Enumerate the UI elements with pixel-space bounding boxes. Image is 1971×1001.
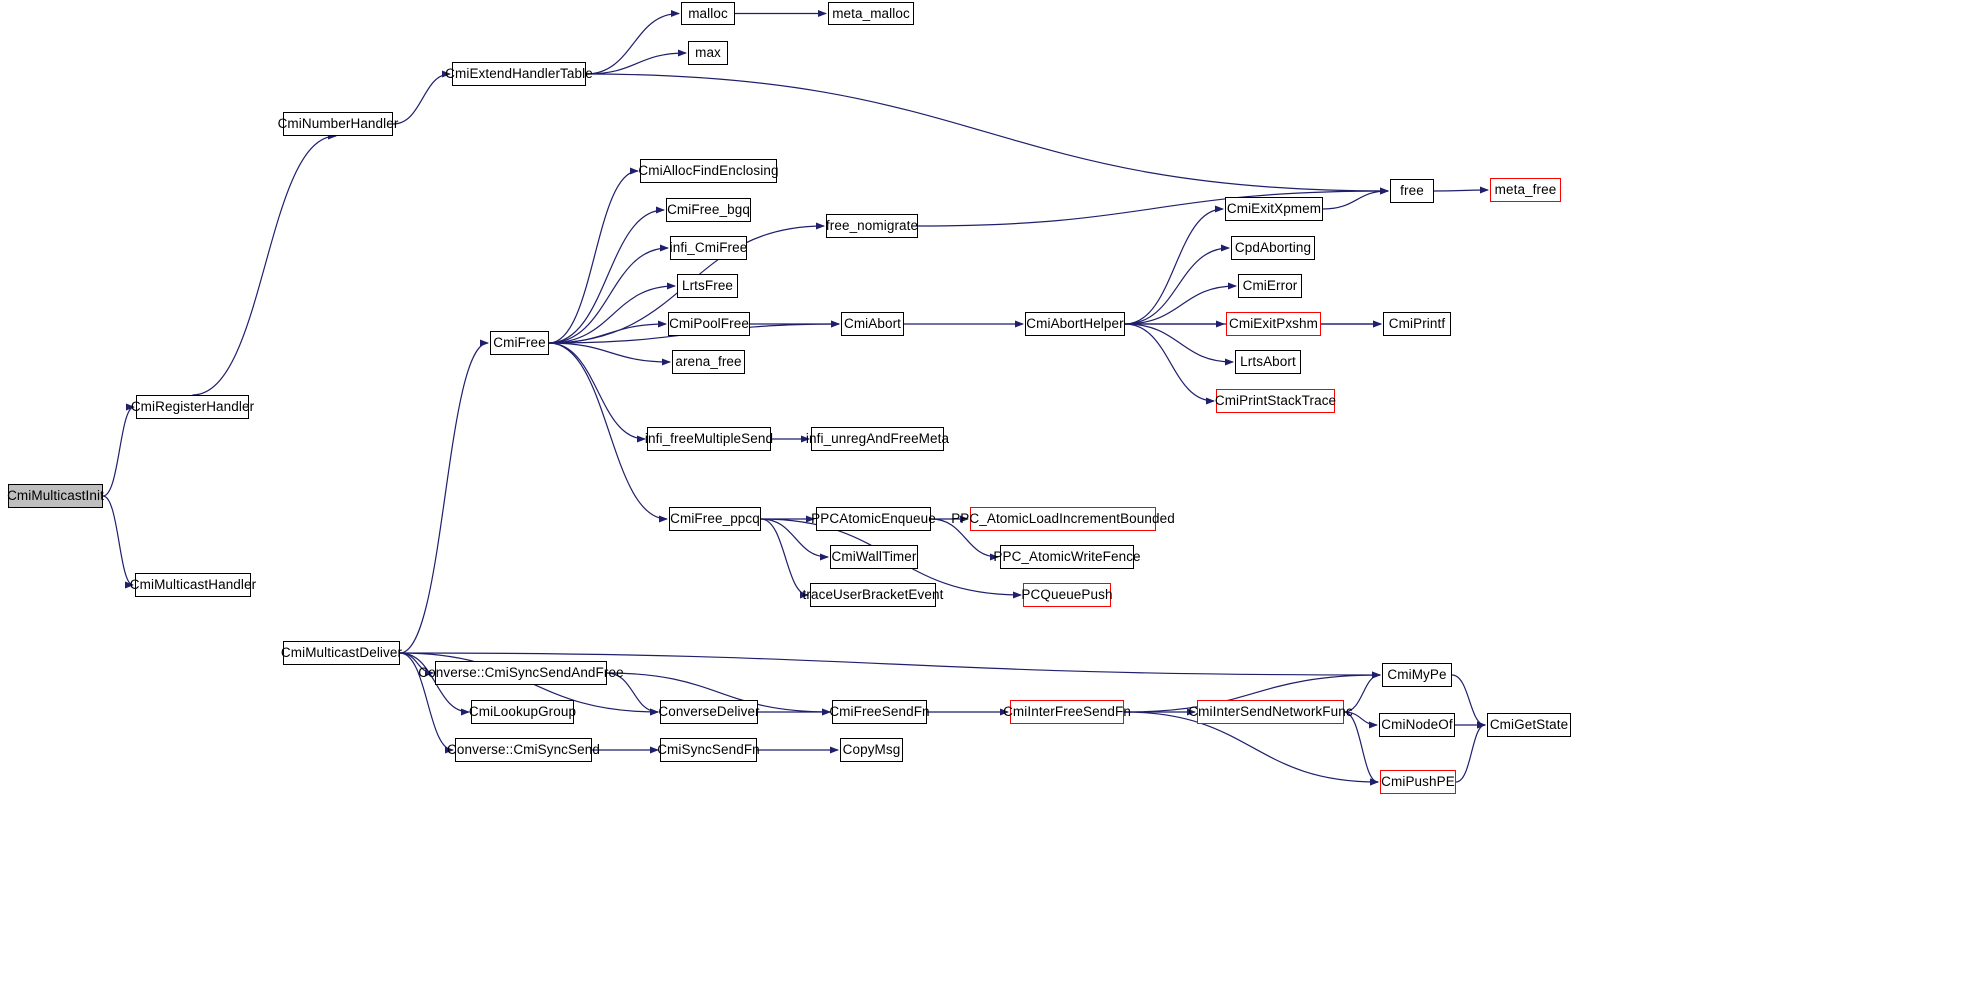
graph-node-label: PPC_AtomicLoadIncrementBounded [951, 511, 1175, 527]
graph-edge [1323, 191, 1388, 209]
graph-node-label: LrtsFree [681, 278, 734, 294]
graph-node-label: Converse::CmiSyncSendAndFree [418, 665, 624, 681]
graph-node-cmiwalltimer[interactable] [830, 545, 918, 569]
graph-node-label: infi_CmiFree [669, 240, 748, 256]
graph-node-cmimulticastinit[interactable] [8, 484, 103, 508]
graph-node-label: CmiWallTimer [831, 549, 917, 565]
graph-node-label: Converse::CmiSyncSend [447, 742, 600, 758]
graph-node-cmipushpe[interactable] [1380, 770, 1456, 794]
graph-node-label: CmiMulticastInit [7, 488, 104, 504]
graph-node-label: CmiInterSendNetworkFunc [1188, 704, 1353, 720]
graph-node-label: CmiGetState [1489, 717, 1569, 733]
graph-node-label: CmiLookupGroup [468, 704, 577, 720]
graph-node-label: CmiExitXpmem [1226, 201, 1322, 217]
graph-node-label: malloc [688, 5, 728, 21]
graph-node-copymsg[interactable] [840, 738, 903, 762]
graph-node-free[interactable] [1390, 179, 1434, 203]
graph-node-label: CopyMsg [842, 742, 901, 758]
graph-node-meta-free[interactable] [1490, 178, 1561, 202]
graph-node-label: PCQueuePush [1021, 587, 1113, 603]
graph-node-ppc-atomicwritefence[interactable] [993, 545, 1141, 569]
graph-node-label: infi_unregAndFreeMeta [805, 431, 950, 447]
graph-node-max[interactable] [688, 41, 728, 65]
graph-node-label: CmiMulticastDeliver [280, 645, 403, 661]
graph-node-label: CmiPushPE [1381, 774, 1455, 790]
graph-node-cmifree-bgq[interactable] [666, 198, 751, 222]
graph-node-label: free_nomigrate [825, 218, 919, 234]
graph-edge [549, 343, 645, 439]
graph-node-label: free [1400, 183, 1424, 199]
graph-node-cmipoolfree[interactable] [668, 312, 750, 336]
graph-node-label: CmiPoolFree [669, 316, 749, 332]
graph-node-label: CmiInterFreeSendFn [1003, 704, 1131, 720]
graph-node-cmisyncsendfn[interactable] [657, 738, 760, 762]
graph-node-label: CmiSyncSendFn [657, 742, 760, 758]
graph-node-infi-freemultiplesend[interactable] [644, 427, 774, 451]
graph-edge [586, 53, 686, 74]
graph-node-label: PPC_AtomicWriteFence [993, 549, 1141, 565]
graph-node-infi-unregandfreemeta[interactable] [805, 427, 950, 451]
graph-node-cmiexitxpmem[interactable] [1225, 197, 1323, 221]
graph-node-cmiinterfreesendfn[interactable] [1003, 700, 1131, 724]
graph-node-converse-cmisyncsendandfree[interactable] [418, 661, 624, 685]
graph-node-cmiprintf[interactable] [1383, 312, 1451, 336]
graph-node-label: max [695, 45, 721, 61]
graph-node-label: LrtsAbort [1240, 354, 1296, 370]
graph-node-cmierror[interactable] [1238, 274, 1302, 298]
graph-edge [1125, 248, 1229, 324]
graph-node-label: CpdAborting [1234, 240, 1312, 256]
graph-node-cmiintersendnetworkfunc[interactable] [1188, 700, 1353, 724]
graph-edge [549, 286, 675, 343]
graph-node-label: traceUserBracketEvent [802, 587, 944, 603]
graph-node-label: CmiNumberHandler [277, 116, 399, 132]
graph-node-ppcatomicenqueue[interactable] [811, 507, 936, 531]
graph-node-ppc-atomicloadincrementbounded[interactable] [951, 507, 1175, 531]
graph-edge [549, 248, 668, 343]
graph-node-malloc[interactable] [681, 2, 735, 25]
graph-node-cmigetstate[interactable] [1487, 713, 1571, 737]
graph-node-cmiextendhandlertable[interactable] [445, 62, 593, 86]
graph-node-cmimype[interactable] [1382, 663, 1452, 687]
graph-node-infi-cmifree[interactable] [670, 236, 747, 260]
graph-node-lrtsabort[interactable] [1235, 350, 1301, 374]
graph-node-cmiaborthelper[interactable] [1025, 312, 1125, 336]
graph-edge [1434, 190, 1488, 191]
graph-node-converse-cmisyncsend[interactable] [447, 738, 600, 762]
graph-node-label: CmiAbort [843, 316, 902, 332]
graph-node-cmifree[interactable] [490, 331, 549, 355]
graph-node-cmilookupgroup[interactable] [468, 700, 577, 724]
graph-edge [1456, 725, 1485, 782]
graph-node-traceuserbracketevent[interactable] [802, 583, 944, 607]
graph-node-label: CmiMyPe [1387, 667, 1447, 683]
graph-node-label: CmiFree_bgq [667, 202, 750, 218]
graph-node-label: CmiExtendHandlerTable [445, 66, 593, 82]
graph-node-label: CmiNodeOf [1381, 717, 1453, 733]
graph-edge [549, 343, 670, 362]
graph-node-meta-malloc[interactable] [828, 2, 914, 25]
graph-node-label: CmiPrintf [1388, 316, 1446, 332]
graph-node-cmiregisterhandler[interactable] [130, 395, 255, 419]
graph-node-conversedeliver[interactable] [660, 700, 758, 724]
graph-node-label: CmiAbortHelper [1026, 316, 1124, 332]
graph-node-label: infi_freeMultipleSend [644, 431, 774, 447]
graph-node-label: CmiMulticastHandler [129, 577, 257, 593]
graph-node-label: CmiAllocFindEnclosing [638, 163, 779, 179]
graph-node-label: meta_malloc [832, 5, 910, 21]
graph-node-cmifreesendfn[interactable] [829, 700, 930, 724]
graph-node-cmiabort[interactable] [841, 312, 904, 336]
graph-node-label: CmiFreeSendFn [829, 704, 930, 720]
graph-node-cmimulticastdeliver[interactable] [280, 641, 403, 665]
graph-node-cmimulticasthandler[interactable] [129, 573, 257, 597]
graph-node-label: CmiExitPxshm [1229, 316, 1318, 332]
graph-node-label: arena_free [675, 354, 742, 370]
graph-edge [1125, 209, 1223, 324]
graph-node-label: CmiFree_ppcq [670, 511, 760, 527]
graph-node-label: CmiError [1242, 278, 1298, 294]
graph-node-cpdaborting[interactable] [1231, 236, 1315, 260]
graph-edge [103, 496, 133, 585]
graph-node-label: CmiFree [493, 335, 546, 351]
graph-edge [549, 210, 664, 343]
graph-edge [393, 74, 450, 124]
graph-edge [1452, 675, 1485, 725]
graph-node-label: ConverseDeliver [658, 704, 760, 720]
graph-node-label: CmiPrintStackTrace [1214, 393, 1337, 409]
graph-node-free-nomigrate[interactable] [826, 214, 918, 238]
graph-edge [103, 407, 134, 496]
graph-node-cmiallocfindenclosing[interactable] [640, 159, 777, 183]
graph-node-arena-free[interactable] [672, 350, 745, 374]
graph-edge [400, 343, 488, 653]
graph-edge [193, 136, 337, 395]
graph-edge [549, 171, 638, 343]
graph-node-cmifree-ppcq[interactable] [669, 507, 761, 531]
graph-node-cmiprintstacktrace[interactable] [1216, 389, 1335, 413]
graph-edge [761, 519, 808, 595]
graph-node-lrtsfree[interactable] [677, 274, 738, 298]
graph-node-cminodeof[interactable] [1379, 713, 1455, 737]
graph-edge [1344, 712, 1378, 782]
graph-node-label: meta_free [1494, 182, 1557, 198]
graph-node-pcqueuepush[interactable] [1023, 583, 1111, 607]
graph-edge [1125, 324, 1233, 362]
graph-node-cminumberhandler[interactable] [277, 112, 399, 136]
graph-node-label: CmiRegisterHandler [130, 399, 255, 415]
graph-node-label: PPCAtomicEnqueue [811, 511, 936, 527]
graph-node-cmiexitpxshm[interactable] [1226, 312, 1321, 336]
